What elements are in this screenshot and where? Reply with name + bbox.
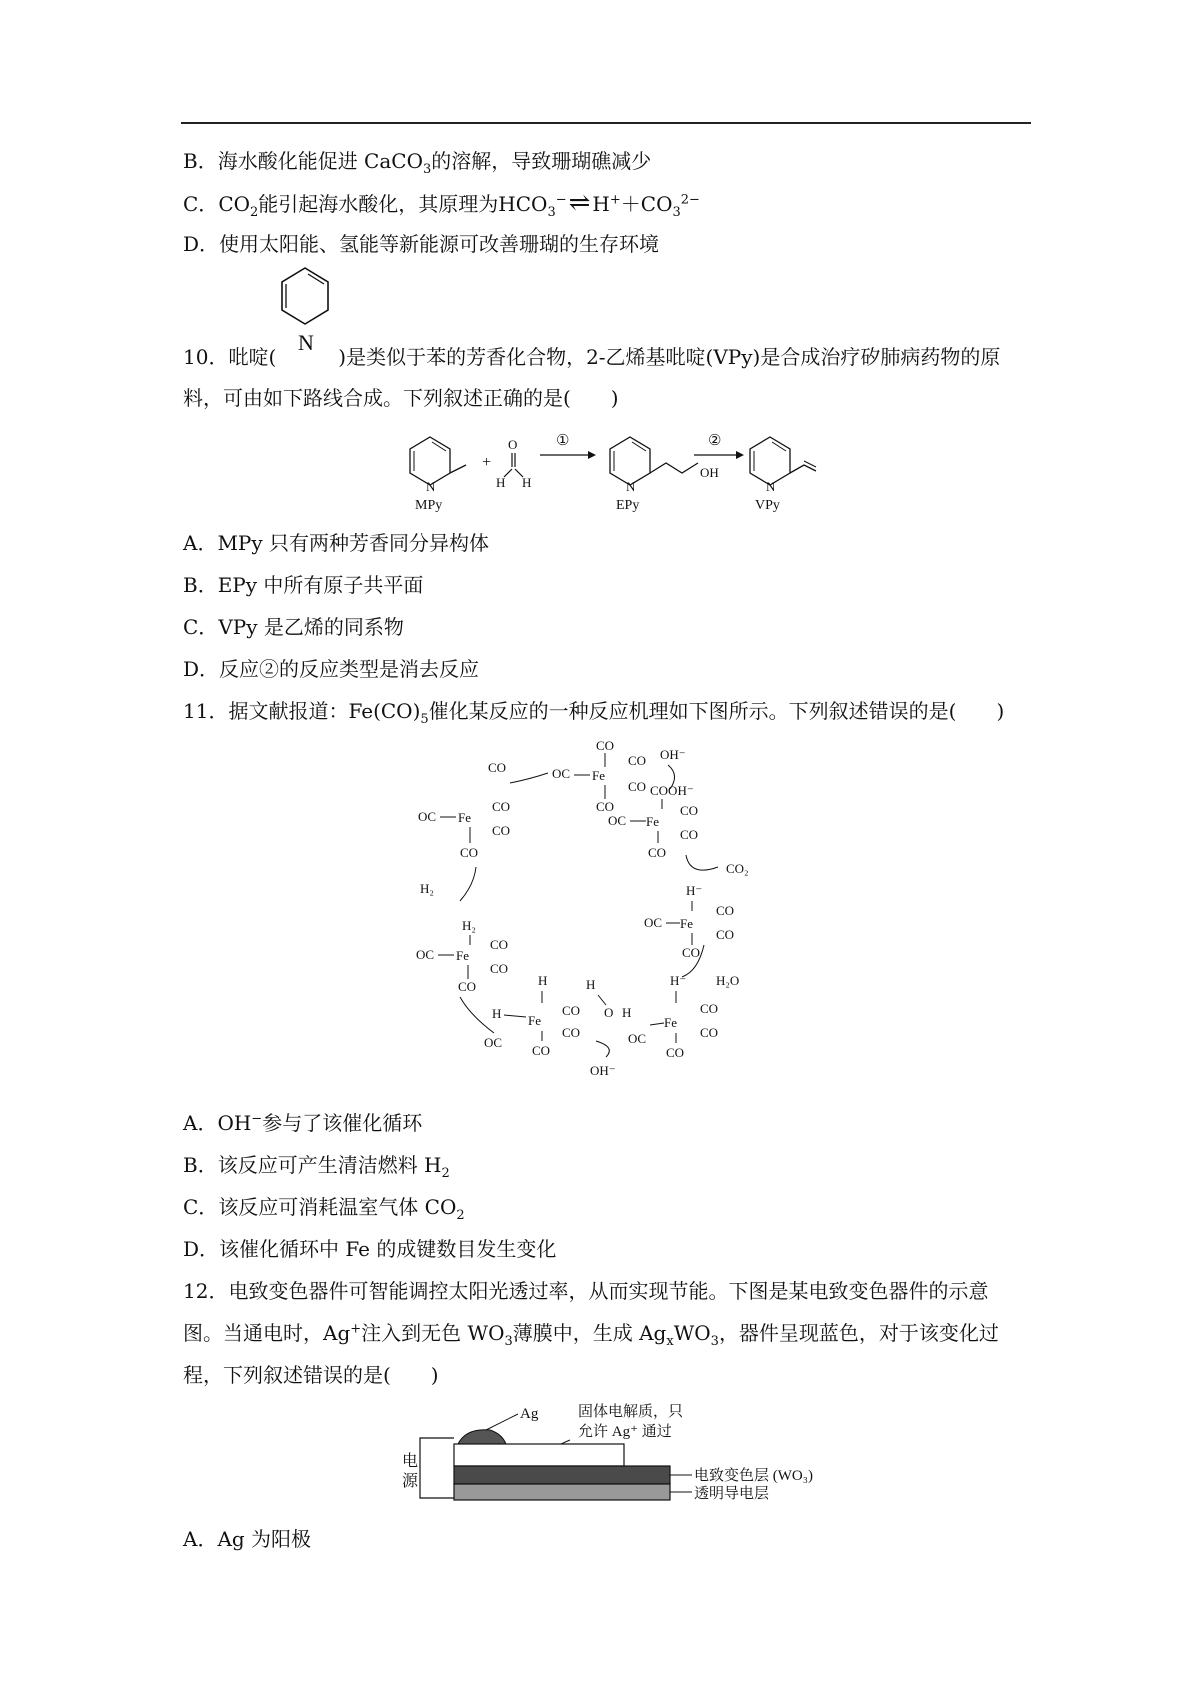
svg-text:H₂O: H₂O [716,973,740,988]
step-2-label: ② [708,433,722,449]
ag-electrode [458,1430,506,1444]
mpy-label: MPy [415,498,443,513]
q9-option-d: D．使用太阳能、氢能等新能源可改善珊瑚的生存环境 [183,232,660,256]
svg-text:CO: CO [628,779,647,794]
q10-option-d: D．反应②的反应类型是消去反应 [183,657,480,681]
epy-label: EPy [616,498,640,513]
svg-text:CO: CO [492,823,511,838]
svg-text:OC: OC [418,809,437,824]
plus-sign: + [482,454,492,471]
svg-text:H₂: H₂ [420,881,434,896]
fe-complex-top-right [608,783,698,860]
svg-text:H: H [522,475,532,490]
fe-complex-right [644,883,734,960]
q11-option-c: C．该反应可消耗温室气体 $CO_2$ [183,1195,465,1223]
svg-text:OC: OC [484,1035,503,1050]
svg-text:CO: CO [490,937,509,952]
q11-option-b: B．该反应可产生清洁燃料 $H_2$ [183,1153,450,1181]
svg-text:CO: CO [562,1003,581,1018]
svg-text:Fe: Fe [456,948,469,963]
vpy-molecule [750,437,816,513]
svg-text:OC: OC [628,1031,647,1046]
vpy-label: VPy [755,498,780,513]
vpy-synthesis-scheme [400,425,820,521]
svg-text:CO: CO [628,753,647,768]
svg-text:H⁻: H⁻ [670,973,687,988]
svg-text:CO: CO [680,803,699,818]
svg-text:CO: CO [680,827,699,842]
fe-complex-bottom-left [484,973,580,1058]
svg-text:N: N [426,479,436,494]
svg-text:H: H [492,1006,502,1021]
svg-text:CO: CO [460,845,479,860]
svg-text:Fe: Fe [680,916,693,931]
q10-stem-line1: 10．吡啶( )是类似于苯的芳香化合物，2-乙烯基吡啶(VPy)是合成治疗矽肺病药物的原 [183,345,1001,369]
electrochromic-label: 电致变色层 (WO₃) [694,1468,813,1484]
svg-text:CO: CO [488,760,507,775]
epy-molecule [610,437,719,513]
q12-stem-line3: 程，下列叙述错误的是( ) [183,1363,439,1387]
svg-text:O: O [508,437,518,452]
catalytic-cycle-diagram [400,735,820,1095]
q11-option-d: D．该催化循环中 Fe 的成键数目发生变化 [183,1237,557,1261]
svg-text:CO: CO [596,799,615,814]
fe-complex-left [416,895,508,994]
electrochromic-device-diagram [402,1400,813,1510]
q9-option-b: B．海水酸化能促进 CaCO$_3$的溶解，导致珊瑚礁减少 [183,149,652,177]
svg-text:H: H [496,475,506,490]
q12-option-a: A．Ag 为阳极 [183,1527,312,1551]
q10-option-b: B．EPy 中所有原子共平面 [183,573,424,597]
wo3-layer [454,1466,670,1484]
svg-text:Fe: Fe [458,810,471,825]
water-h2: H [622,1005,632,1020]
q12-stem-line1: 12．电致变色器件可智能调控太阳光透过率，从而实现节能。下图是某电致变色器件的示意 [183,1279,989,1303]
svg-text:OC: OC [416,947,435,962]
q10-option-a: A．MPy 只有两种芳香同分异构体 [183,531,490,555]
svg-text:Fe: Fe [664,1015,677,1030]
svg-text:OC: OC [608,813,627,828]
svg-text:N: N [766,479,776,494]
svg-text:CO: CO [666,1045,685,1060]
svg-text:CO: CO [490,961,509,976]
svg-text:CO: CO [532,1043,551,1058]
electrolyte-label-2: 允许 Ag⁺ 通过 [578,1424,672,1440]
svg-text:CO: CO [596,738,615,753]
fe-complex-top [552,738,686,814]
water-o: O [604,1005,614,1020]
svg-text:H⁻: H⁻ [686,883,703,898]
fe-complex-bottom-right [628,973,718,1060]
svg-text:CO: CO [716,927,735,942]
svg-text:CO: CO [648,845,667,860]
svg-text:CO: CO [700,1001,719,1016]
electrolyte-label-1: 固体电解质，只 [578,1404,684,1420]
svg-text:Fe: Fe [528,1013,541,1028]
svg-text:OH⁻: OH⁻ [590,1063,616,1078]
svg-text:COOH⁻: COOH⁻ [650,783,694,798]
pyridine-n-label: N [298,330,314,355]
svg-text:N: N [626,479,636,494]
svg-text:CO: CO [458,979,477,994]
ag-label: Ag [520,1406,539,1422]
fe-complex-top-left [418,799,510,860]
water-h1: H [586,977,596,992]
svg-text:CO: CO [682,945,701,960]
mpy-molecule [410,437,466,513]
q9-option-c: C．$CO_2$能引起海水酸化，其原理为$HCO_3^-\rightleftharpoons$ $H^++CO_3^{2-}$ [183,188,700,220]
svg-text:OC: OC [644,915,663,930]
svg-text:H: H [538,973,548,988]
q11-stem: 11．据文献报道：$Fe(CO)_5$催化某反应的一种反应机理如下图所示。下列叙述错误的是( ) [183,699,1005,727]
power-circuit [420,1438,454,1498]
svg-text:OH⁻: OH⁻ [660,747,686,762]
svg-text:CO₂: CO₂ [726,861,749,876]
svg-text:OC: OC [552,766,571,781]
step-1-label: ① [556,433,570,449]
svg-text:Fe: Fe [646,814,659,829]
q12-stem-line2: 图。当通电时，Ag+注入到无色 $WO_3$薄膜中，生成 $Ag_xWO_3$，器件呈现蓝色，对于该变化过 [183,1321,999,1349]
svg-text:Fe: Fe [592,768,605,783]
header-rule [181,122,1031,124]
svg-text:CO: CO [562,1025,581,1040]
q11-option-a: A．OH−参与了该催化循环 [183,1111,423,1135]
conductive-label: 透明导电层 [694,1486,770,1502]
formaldehyde-molecule [496,437,531,490]
electrolyte-layer [454,1444,624,1466]
svg-text:OH: OH [700,465,719,480]
q10-stem-line2: 料，可由如下路线合成。下列叙述正确的是( ) [183,386,619,410]
power-label-2: 源 [402,1473,419,1490]
conductive-layer [454,1484,670,1500]
svg-text:CO: CO [716,903,735,918]
svg-text:CO: CO [700,1025,719,1040]
svg-text:H₂: H₂ [462,918,476,933]
q10-option-c: C．VPy 是乙烯的同系物 [183,615,404,639]
svg-text:CO: CO [492,799,511,814]
power-label-1: 电 [402,1453,419,1470]
